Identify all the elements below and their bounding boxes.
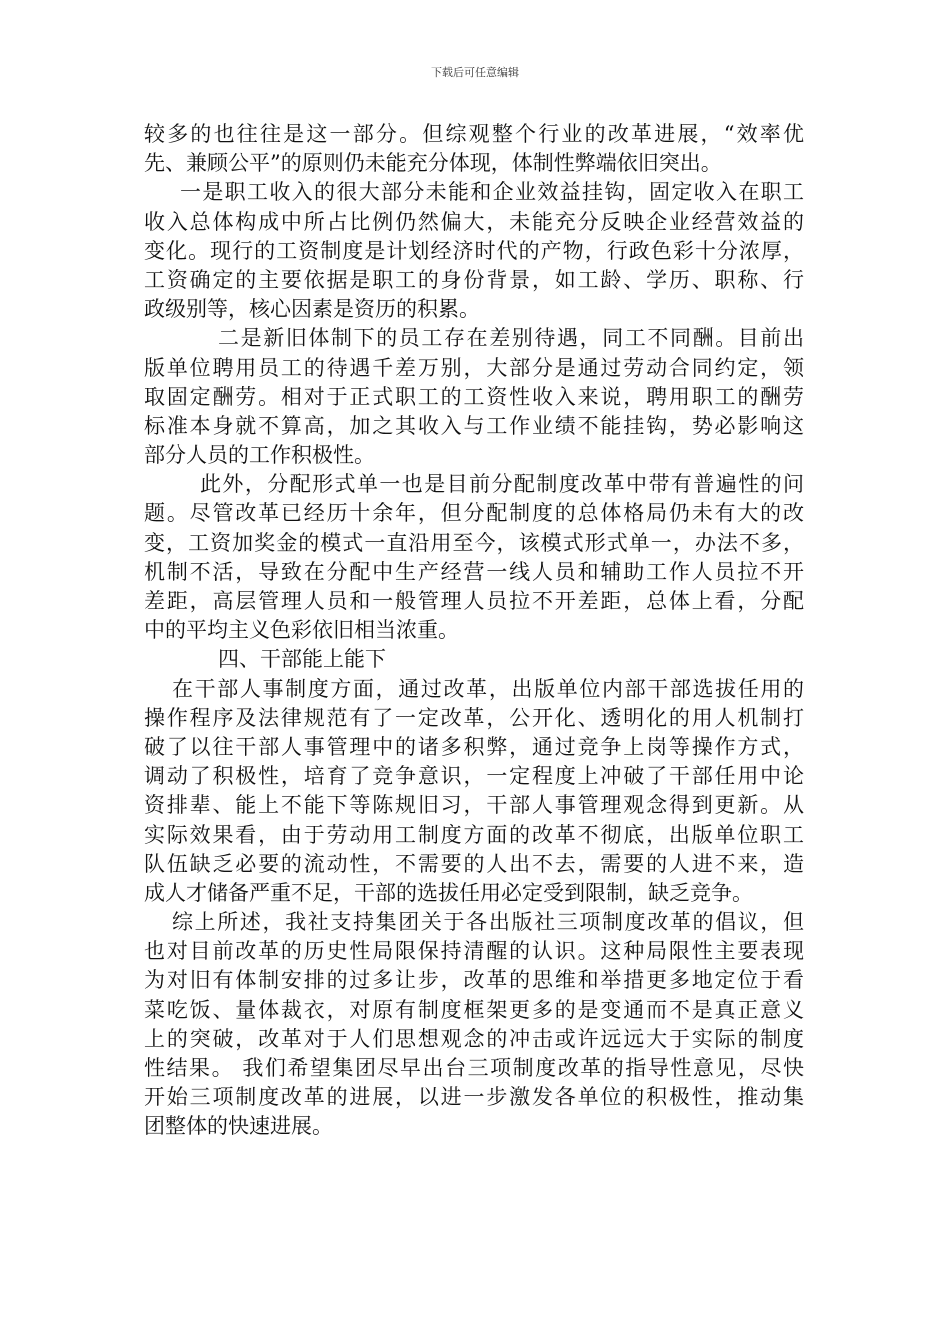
text-line: 上的突破，改革对于人们思想观念的冲击或许远远大于实际的制度 xyxy=(144,1026,804,1051)
text-line: 在干部人事制度方面，通过改革，出版单位内部干部选拔任用的 xyxy=(172,676,804,701)
text-line: 部分人员的工作积极性。 xyxy=(144,443,375,468)
text-line: 队伍缺乏必要的流动性，不需要的人出不去，需要的人进不来，造 xyxy=(144,851,804,876)
text-line: 较多的也往往是这一部分。但综观整个行业的改革进展，“效率优 xyxy=(144,122,804,146)
text-line: 为对旧有体制安排的过多让步，改革的思维和举措更多地定位于看 xyxy=(144,968,804,993)
text-line: 一是职工收入的很大部分未能和企业效益挂钩，固定收入在职工 xyxy=(180,180,804,205)
text-line: 操作程序及法律规范有了一定改革，公开化、透明化的用人机制打 xyxy=(144,705,804,730)
text-line: 变，工资加奖金的模式一直沿用至今，该模式形式单一，办法不多， xyxy=(144,530,804,555)
text-line: 也对目前改革的历史性局限保持清醒的认识。这种局限性主要表现 xyxy=(144,939,804,964)
text-line: 成人才储备严重不足，干部的选拔任用必定受到限制，缺乏竞争。 xyxy=(144,880,753,905)
text-line: 综上所述，我社支持集团关于各出版社三项制度改革的倡议，但 xyxy=(172,910,804,935)
text-line: 取固定酬劳。相对于正式职工的工资性收入来说，聘用职工的酬劳 xyxy=(144,384,804,409)
text-line: 调动了积极性，培育了竞争意识，一定程度上冲破了干部任用中论 xyxy=(144,764,804,789)
text-line: 标准本身就不算高，加之其收入与工作业绩不能挂钩，势必影响这 xyxy=(144,413,804,438)
text-line: 先、兼顾公平”的原则仍未能充分体现，体制性弊端依旧突出。 xyxy=(144,151,722,176)
text-line: 开始三项制度改革的进展，以进一步激发各单位的积极性，推动集 xyxy=(144,1085,804,1110)
text-line: 机制不活，导致在分配中生产经营一线人员和辅助工作人员拉不开 xyxy=(144,559,804,584)
text-line: 菜吃饭、量体裁衣，对原有制度框架更多的是变通而不是真正意义 xyxy=(144,997,804,1022)
text-line: 此外，分配形式单一也是目前分配制度改革中带有普遍性的问 xyxy=(200,472,804,497)
text-line: 资排辈、能上不能下等陈规旧习，干部人事管理观念得到更新。从 xyxy=(144,793,804,818)
text-line: 四、干部能上能下 xyxy=(218,647,386,672)
text-line: 收入总体构成中所占比例仍然偏大，未能充分反映企业经营效益的 xyxy=(144,209,804,234)
text-line: 实际效果看，由于劳动用工制度方面的改革不彻底，出版单位职工 xyxy=(144,822,804,847)
text-line: 性结果。 我们希望集团尽早出台三项制度改革的指导性意见，尽快 xyxy=(144,1056,804,1080)
text-line: 工资确定的主要依据是职工的身份背景，如工龄、学历、职称、行 xyxy=(144,267,804,292)
document-body xyxy=(144,120,804,1142)
text-line: 政级别等，核心因素是资历的积累。 xyxy=(144,297,480,322)
text-line: 二是新旧体制下的员工存在差别待遇，同工不同酬。目前出 xyxy=(218,326,804,351)
text-line: 中的平均主义色彩依旧相当浓重。 xyxy=(144,618,459,643)
text-line: 破了以往干部人事管理中的诸多积弊，通过竞争上岗等操作方式， xyxy=(144,734,804,759)
text-line: 差距，高层管理人员和一般管理人员拉不开差距，总体上看，分配 xyxy=(144,589,804,613)
text-line: 题。尽管改革已经历十余年，但分配制度的总体格局仍未有大的改 xyxy=(144,501,804,526)
text-line: 团整体的快速进展。 xyxy=(144,1114,333,1139)
text-line: 版单位聘用员工的待遇千差万别，大部分是通过劳动合同约定，领 xyxy=(144,355,804,380)
text-line: 变化。现行的工资制度是计划经济时代的产物，行政色彩十分浓厚， xyxy=(144,238,804,263)
page-header: 下载后可任意编辑 xyxy=(431,66,519,79)
